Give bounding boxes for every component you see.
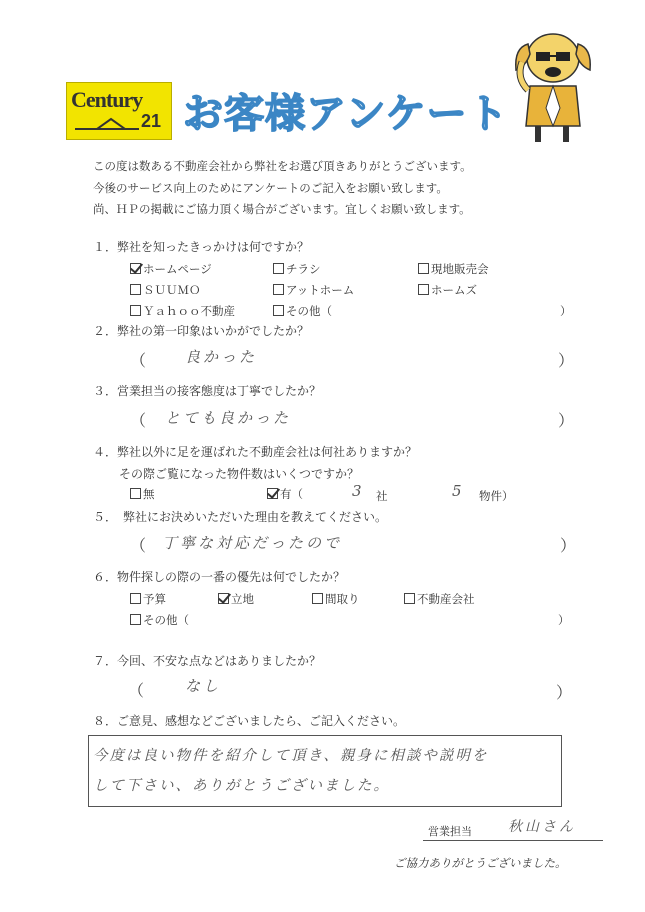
checkbox-checked[interactable] [130, 263, 141, 274]
q6-other-close-paren: ） [558, 613, 570, 627]
page-title: お客様アンケート [183, 91, 509, 137]
comment-line-1: 今度は良い物件を紹介して頂き、親身に相談や説明を [93, 748, 489, 764]
q3-open-paren: （ [130, 411, 147, 430]
q7-close-paren: ） [556, 683, 573, 702]
intro-line-1: この度は数ある不動産会社から弊社をお選び頂きありがとうございます。 [93, 159, 472, 173]
century21-logo [66, 82, 172, 140]
sales-rep-name[interactable]: 秋山さん [508, 819, 576, 835]
mascot-dog-icon [508, 18, 598, 146]
q1-other-close-paren: ） [560, 304, 572, 318]
q4-option-yes[interactable] [267, 486, 303, 502]
checkbox[interactable] [418, 263, 429, 274]
option-label: ホームページ [143, 262, 212, 276]
q6-option-location[interactable] [218, 591, 254, 607]
checkbox[interactable] [273, 263, 284, 274]
option-label: Ｙａｈｏｏ不動産 [143, 304, 235, 318]
q5-close-paren: ） [560, 536, 577, 555]
q4-companies-unit: 社 [376, 489, 388, 503]
checkbox[interactable] [130, 593, 141, 604]
option-label: 立地 [231, 592, 254, 606]
logo-number: 21 [141, 111, 162, 131]
q1-option-suumo[interactable] [130, 282, 201, 298]
intro-line-2: 今後のサービス向上のためにアンケートのご記入をお願い致します。 [93, 181, 448, 195]
q6-option-agency[interactable] [404, 591, 475, 607]
option-label: 無 [143, 487, 155, 501]
checkbox[interactable] [130, 305, 141, 316]
option-label: 有（ [280, 487, 303, 501]
q2-answer[interactable]: 良かった [185, 348, 258, 366]
signature-line [423, 840, 603, 841]
q5-open-paren: （ [130, 536, 147, 555]
q4-properties-count[interactable]: 5 [452, 482, 465, 500]
option-label: 不動産会社 [417, 592, 475, 606]
sales-rep-label: 営業担当 [428, 825, 472, 838]
option-label: 予算 [143, 592, 166, 606]
checkbox-checked[interactable] [267, 488, 278, 499]
q2-open-paren: （ [130, 351, 147, 370]
option-label: ホームズ [431, 283, 477, 297]
q2-close-paren: ） [558, 351, 575, 370]
checkbox[interactable] [418, 284, 429, 295]
q3-close-paren: ） [558, 411, 575, 430]
checkbox[interactable] [312, 593, 323, 604]
checkbox[interactable] [273, 305, 284, 316]
q4-properties-unit: 物件） [479, 489, 514, 503]
option-label: チラシ [286, 262, 321, 276]
checkbox[interactable] [130, 284, 141, 295]
question-4-sub: その際ご覧になった物件数はいくつですか？ [119, 467, 360, 481]
question-2: ２．弊社の第一印象はいかがでしたか？ [93, 324, 310, 338]
option-label: その他（ [143, 613, 189, 627]
checkbox[interactable] [130, 614, 141, 625]
q4-option-none[interactable] [130, 486, 155, 502]
q3-answer[interactable]: とても良かった [165, 409, 292, 427]
q6-option-layout[interactable] [312, 591, 360, 607]
option-label: その他（ [286, 304, 332, 318]
q1-option-yahoo[interactable] [130, 303, 235, 319]
option-label: 現地販売会 [431, 262, 489, 276]
comment-line-2: して下さい、ありがとうございました。 [93, 778, 390, 794]
q1-option-open-house[interactable] [418, 261, 489, 277]
question-7: ７．今回、不安な点などはありましたか？ [93, 654, 322, 668]
question-3: ３．営業担当の接客態度は丁寧でしたか？ [93, 384, 322, 398]
option-label: アットホーム [286, 283, 355, 297]
comment-box[interactable] [88, 735, 562, 807]
checkbox-checked[interactable] [218, 593, 229, 604]
thanks-message: ご協力ありがとうございました。 [394, 856, 567, 870]
house-roof-icon [73, 113, 143, 133]
logo-text: Century [71, 87, 143, 112]
question-6: ６．物件探しの際の一番の優先は何でしたか？ [93, 570, 346, 584]
q1-option-homes[interactable] [418, 282, 477, 298]
option-label: 間取り [325, 592, 360, 606]
q4-companies-count[interactable]: 3 [352, 482, 365, 500]
q1-option-chirashi[interactable] [273, 261, 321, 277]
q6-option-other[interactable] [130, 612, 189, 628]
question-5: ５． 弊社にお決めいただいた理由を教えてください。 [93, 510, 388, 524]
question-4: ４．弊社以外に足を運ばれた不動産会社は何社ありますか？ [93, 445, 418, 459]
question-8: ８．ご意見、感想などございましたら、ご記入ください。 [93, 714, 406, 728]
option-label: ＳＵＵＭＯ [143, 283, 201, 297]
checkbox[interactable] [404, 593, 415, 604]
q6-option-budget[interactable] [130, 591, 166, 607]
q5-answer[interactable]: 丁寧な対応だったので [162, 534, 343, 552]
checkbox[interactable] [273, 284, 284, 295]
q1-option-other[interactable] [273, 303, 332, 319]
q7-open-paren: （ [128, 681, 145, 700]
q7-answer[interactable]: なし [185, 677, 222, 695]
intro-line-3: 尚、ＨＰの掲載にご協力頂く場合がございます。宜しくお願い致します。 [93, 202, 471, 216]
q1-option-homepage[interactable] [130, 261, 212, 277]
question-1: １．弊社を知ったきっかけは何ですか？ [93, 240, 310, 254]
checkbox[interactable] [130, 488, 141, 499]
q1-option-athome[interactable] [273, 282, 354, 298]
